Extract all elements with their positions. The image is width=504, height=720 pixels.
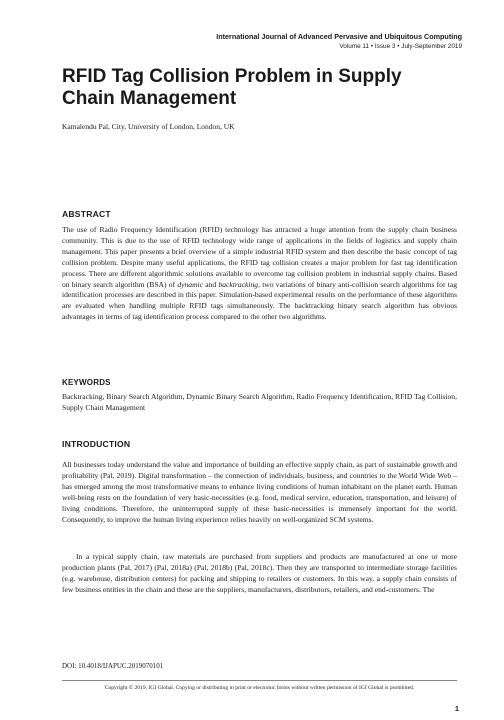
- abstract-emphasis-dynamic: dynamic: [177, 279, 204, 289]
- abstract-heading: ABSTRACT: [62, 209, 111, 219]
- journal-name: International Journal of Advanced Pervasive and Ubiquitous Computing: [216, 32, 462, 41]
- introduction-paragraph-2: In a typical supply chain, raw materials are purchased from suppliers and products are manufactured at one or more production plants (Pal, 2017) (Pal, 2018a) (Pal, 2018b) (Pal, 2018c). Then they are transported to intermediate storage facilities (e.g. warehouse, distribution centers) for packing and shipping to retailers or customers. In this way, a supply chain consists of few business entities in the chain and these are the suppliers, manufacturers, distributors, retailers, and end-customers. The: [62, 552, 457, 594]
- keywords-text: Backtracking, Binary Search Algorithm, Dynamic Binary Search Algorithm, Radio Frequency Identification, RFID Tag Collision, Supply Chain Management: [62, 392, 457, 412]
- keywords-heading: KEYWORDS: [62, 378, 111, 387]
- page-number: 1: [454, 704, 459, 713]
- abstract-text-part-3: , two variations of binary anti-collision search algorithms for tag identification processes are described in this paper. Simulation-based experimental results on the performance of these algorithms are evaluated when handling multiple RFID tags simultaneously. The backtracking binary search algorithm has obvious advantages in terms of tag identification process compared to the other two algorithms.: [62, 279, 457, 322]
- journal-header: [216, 32, 462, 52]
- journal-issue: Volume 11 • Issue 3 • July-September 2019: [339, 43, 462, 50]
- footer-divider: [62, 680, 457, 681]
- abstract-text-part-1: The use of Radio Frequency Identification (RFID) technology has attracted a huge attention from the supply chain business community. This is due to the use of RFID technology wide range of applications in the fields of logistics and supply chain management. This paper presents a brief overview of a simple industrial RFID system and then describe the basic concept of tag collision problem. Despite many useful applications, the RFID tag collision creates a major problem for fast tag identification process. There are different algorithmic solutions available to overcome tag collision problem in industrial supply chains. Based on binary search algorithm (BSA) of: [62, 225, 457, 289]
- introduction-heading: INTRODUCTION: [62, 439, 131, 449]
- doi: DOI: 10.4018/IJAPUC.2019070101: [62, 662, 164, 670]
- author-affiliation: Kamalendu Pal, City, University of London, London, UK: [62, 122, 235, 131]
- abstract-text-part-2: and: [203, 279, 219, 289]
- copyright-notice: Copyright © 2019, IGI Global. Copying or distributing in print or electronic forms without written permission of IGI Global is prohibited.: [104, 685, 415, 691]
- abstract-text: [62, 225, 457, 323]
- introduction-paragraph-1: All businesses today understand the value and importance of building an effective supply chain, as part of sustainable growth and profitability (Pal, 2019). Digital transformation – the connection of individuals, business, and countries to the World Wide Web – has emerged among the most transformative means to enhance living conditions of human inhabitant on the planet earth. Human well-being rests on the foundation of very basic-necessities (e.g. food, medical service, education, transportation, and leisure) of living conditions. Therefore, the uninterrupted supply of these basic-necessities is immensely important for the world. Consequently, to improve the human living experience relies heavily on well-organized SCM systems.: [62, 460, 457, 524]
- abstract-emphasis-backtracking: backtracking: [218, 279, 259, 289]
- article-title: RFID Tag Collision Problem in Supply Chain Management: [62, 66, 402, 109]
